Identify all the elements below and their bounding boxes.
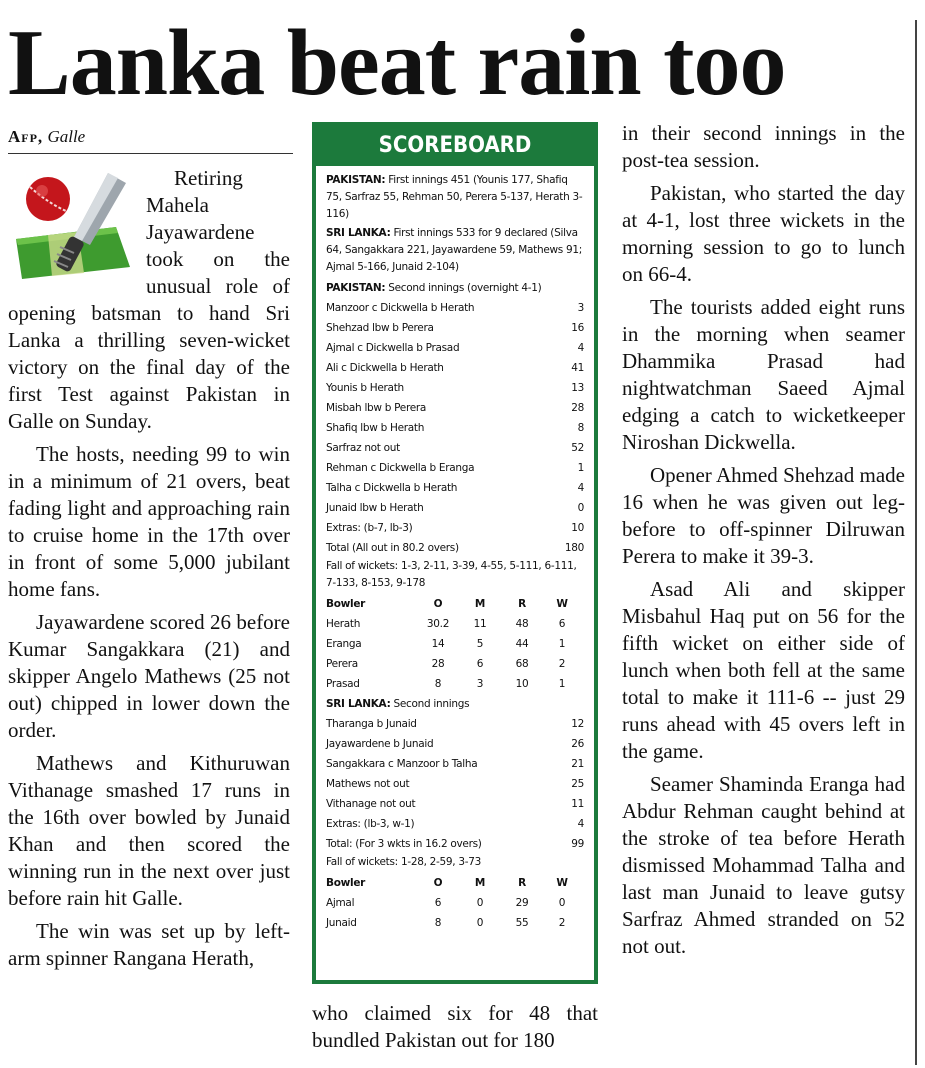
batting-row xyxy=(326,418,584,438)
bowling-cell: 1 xyxy=(558,678,566,690)
article-paragraph: Mathews and Kithuruwan Vithanage smashed 17 runs in the 16th over bowled by Junaid Khan and then scored the winning run in the next over just before rain hit Galle. xyxy=(8,751,290,910)
byline xyxy=(8,126,293,154)
bowling-cell: 55 xyxy=(515,917,529,929)
bowling-cell: 14 xyxy=(431,638,445,650)
runs-value: 180 xyxy=(564,542,584,554)
pakistan-batting-list xyxy=(326,298,584,558)
article-paragraph: Opener Ahmed Shehzad made 16 when he was given out leg-before to off-spinner Dilruwan Perera to make it 39-3. xyxy=(622,463,905,568)
batsman-entry: Vithanage not out xyxy=(326,798,416,810)
innings-summary: First innings 451 (Younis 177, Shafiq 75, Sarfraz 55, Rehman 50, Perera 5-137, Herath 3-116) xyxy=(326,174,583,220)
batsman-entry: Shafiq lbw b Herath xyxy=(326,422,425,434)
byline-agency: Afp, xyxy=(8,127,44,146)
runs-value: 12 xyxy=(571,718,584,730)
srilanka-fall-of-wickets: Fall of wickets: 1-28, 2-59, 3-73 xyxy=(326,856,481,868)
runs-value: 13 xyxy=(571,382,584,394)
batsman-entry: Junaid lbw b Herath xyxy=(326,502,424,514)
article-paragraph: Pakistan, who started the day at 4-1, lost three wickets in the morning session to go to lunch on 66-4. xyxy=(622,181,905,286)
bowling-row xyxy=(326,634,584,654)
batsman-entry: Total (All out in 80.2 overs) xyxy=(326,542,459,554)
batsman-entry: Talha c Dickwella b Herath xyxy=(326,482,458,494)
batsman-entry: Jayawardene b Junaid xyxy=(326,738,434,750)
bowling-cell: Junaid xyxy=(326,917,357,929)
bowling-header-row xyxy=(326,594,584,614)
runs-value: 1 xyxy=(577,462,584,474)
article-paragraph: who claimed six for 48 that bundled Pakistan out for 180 xyxy=(312,1001,598,1052)
pakistan-first-innings xyxy=(326,172,584,223)
batting-row xyxy=(326,814,584,834)
bowling-cell: 8 xyxy=(434,917,442,929)
batsman-entry: Misbah lbw b Perera xyxy=(326,402,427,414)
batsman-entry: Extras: (lb-3, w-1) xyxy=(326,818,415,830)
runs-value: 99 xyxy=(571,838,584,850)
batting-row xyxy=(326,478,584,498)
bowling-cell: 11 xyxy=(473,618,487,630)
batsman-entry: Shehzad lbw b Perera xyxy=(326,322,434,334)
bowling-row xyxy=(326,893,584,913)
srilanka-batting-list xyxy=(326,714,584,854)
bowling-cell: 0 xyxy=(476,917,484,929)
runs-value: 3 xyxy=(577,302,584,314)
bowling-header-cell: W xyxy=(556,598,568,610)
column-rule xyxy=(915,20,917,1065)
batsman-entry: Ajmal c Dickwella b Prasad xyxy=(326,342,460,354)
team-label: SRI LANKA: xyxy=(326,227,391,239)
bowling-row xyxy=(326,614,584,634)
batting-row xyxy=(326,714,584,734)
bowling-cell: Eranga xyxy=(326,638,362,650)
bowling-cell: 5 xyxy=(476,638,484,650)
article-paragraph: Asad Ali and skipper Misbahul Haq put on 56 for the fifth wicket on either side of lunch when both fell at the same total to make it 111-6 -- just 29 runs ahead with 45 overs left in the game. xyxy=(622,577,905,763)
batting-row xyxy=(326,774,584,794)
team-label: SRI LANKA: xyxy=(326,698,391,710)
bowling-cell: 30.2 xyxy=(426,618,450,630)
runs-value: 28 xyxy=(571,402,584,414)
bowling-cell: 2 xyxy=(558,917,566,929)
batting-row xyxy=(326,318,584,338)
cricket-ball-bat-icon xyxy=(8,169,138,289)
article-paragraph: in their second innings in the post-tea session. xyxy=(622,121,905,172)
bowling-cell: Prasad xyxy=(326,678,360,690)
bowling-cell: 6 xyxy=(476,658,484,670)
article-paragraph: Retiring Mahela Jayawardene took on the unusual role of opening batsman to hand Sri Lanka a thrilling seven-wicket victory on the final day of the first Test against Pakistan in Galle on Sunday. xyxy=(8,166,290,433)
bowling-cell: 68 xyxy=(515,658,529,670)
bowling-cell: 10 xyxy=(515,678,529,690)
bowling-cell: 0 xyxy=(476,897,484,909)
batsman-entry: Total: (For 3 wkts in 16.2 overs) xyxy=(326,838,482,850)
article-paragraph: Jayawardene scored 26 before Kumar Sangakkara (21) and skipper Angelo Mathews (25 not out) chipped in lower down the order. xyxy=(8,610,290,742)
bowling-header-cell: W xyxy=(556,877,568,889)
runs-value: 41 xyxy=(571,362,584,374)
article-paragraph: The tourists added eight runs in the morning when seamer Dhammika Prasad had nightwatchman Saeed Ajmal edging a catch to wicketkeeper Niroshan Dickwella. xyxy=(622,295,905,454)
article-column-1 xyxy=(8,165,290,978)
runs-value: 25 xyxy=(571,778,584,790)
article-column-3 xyxy=(622,120,905,966)
batsman-entry: Rehman c Dickwella b Eranga xyxy=(326,462,475,474)
batting-row xyxy=(326,378,584,398)
bowling-cell: 6 xyxy=(434,897,442,909)
bowling-cell: Perera xyxy=(326,658,358,670)
runs-value: 11 xyxy=(571,798,584,810)
runs-value: 4 xyxy=(577,818,584,830)
pakistan-second-innings-header xyxy=(326,278,584,298)
innings-summary: Second innings (overnight 4-1) xyxy=(388,282,542,294)
bowling-row xyxy=(326,654,584,674)
bowling-header-cell: M xyxy=(474,877,486,889)
runs-value: 52 xyxy=(571,442,584,454)
scoreboard-box xyxy=(312,122,598,984)
batting-row xyxy=(326,794,584,814)
runs-value: 0 xyxy=(577,502,584,514)
batting-row xyxy=(326,358,584,378)
article-paragraph: The hosts, needing 99 to win in a minimum of 21 overs, beat fading light and approaching rain to cruise home in the 17th over in front of some 5,000 jubilant home fans. xyxy=(8,442,290,601)
headline: Lanka beat rain too xyxy=(8,11,786,115)
batting-row xyxy=(326,834,584,854)
bowling-cell: Ajmal xyxy=(326,897,355,909)
bowling-row xyxy=(326,913,584,933)
batting-row xyxy=(326,518,584,538)
team-label: PAKISTAN: xyxy=(326,174,386,186)
batting-row xyxy=(326,298,584,318)
bowling-header-cell: O xyxy=(433,877,443,889)
bowling-cell: 6 xyxy=(558,618,566,630)
runs-value: 4 xyxy=(577,482,584,494)
article-paragraph: The win was set up by left-arm spinner Rangana Herath, xyxy=(8,919,290,970)
batsman-entry: Extras: (b-7, lb-3) xyxy=(326,522,413,534)
runs-value: 26 xyxy=(571,738,584,750)
bowling-cell: 28 xyxy=(431,658,445,670)
batsman-entry: Ali c Dickwella b Herath xyxy=(326,362,444,374)
byline-place: Galle xyxy=(47,127,86,146)
innings-summary: First innings 533 for 9 declared (Silva 64, Sangakkara 221, Jayawardene 59, Mathews 91; Ajmal 5-166, Junaid 2-104) xyxy=(326,227,582,273)
batsman-entry: Tharanga b Junaid xyxy=(326,718,417,730)
bowling-cell: 3 xyxy=(476,678,484,690)
batsman-entry: Sarfraz not out xyxy=(326,442,400,454)
runs-value: 8 xyxy=(577,422,584,434)
pakistan-bowling-table xyxy=(326,594,584,694)
article-paragraph: Seamer Shaminda Eranga had Abdur Rehman caught behind at the stroke of tea before Herath dismissed Mohammad Talha and last man Junaid to leave gutsy Sarfraz Ahmed stranded on 52 not out. xyxy=(622,772,905,958)
bowling-cell: 1 xyxy=(558,638,566,650)
bowling-cell: 8 xyxy=(434,678,442,690)
bowling-header-cell: R xyxy=(518,877,526,889)
bowling-header-cell: Bowler xyxy=(326,877,366,889)
batting-row xyxy=(326,458,584,478)
batsman-entry: Sangakkara c Manzoor b Talha xyxy=(326,758,478,770)
bowling-cell: 0 xyxy=(558,897,566,909)
bowling-header-cell: R xyxy=(518,598,526,610)
batting-row xyxy=(326,538,584,558)
bowling-cell: 2 xyxy=(558,658,566,670)
runs-value: 4 xyxy=(577,342,584,354)
batting-row xyxy=(326,398,584,418)
bowling-header-cell: O xyxy=(433,598,443,610)
batting-row xyxy=(326,338,584,358)
bowling-cell: 29 xyxy=(515,897,529,909)
bowling-header-cell: M xyxy=(474,598,486,610)
batsman-entry: Younis b Herath xyxy=(326,382,404,394)
runs-value: 10 xyxy=(571,522,584,534)
bowling-cell: 48 xyxy=(515,618,529,630)
batsman-entry: Manzoor c Dickwella b Herath xyxy=(326,302,475,314)
bowling-cell: Herath xyxy=(326,618,361,630)
scoreboard-title: SCOREBOARD xyxy=(316,126,594,166)
runs-value: 16 xyxy=(571,322,584,334)
bowling-header-row xyxy=(326,873,584,893)
srilanka-bowling-table xyxy=(326,873,584,933)
article-column-2 xyxy=(312,1000,598,1060)
team-label: PAKISTAN: xyxy=(326,282,386,294)
innings-summary: Second innings xyxy=(393,698,470,710)
bowling-row xyxy=(326,674,584,694)
batting-row xyxy=(326,734,584,754)
srilanka-first-innings xyxy=(326,225,584,276)
bowling-cell: 44 xyxy=(515,638,529,650)
runs-value: 21 xyxy=(571,758,584,770)
batsman-entry: Mathews not out xyxy=(326,778,410,790)
batting-row xyxy=(326,438,584,458)
pakistan-fall-of-wickets: Fall of wickets: 1-3, 2-11, 3-39, 4-55, 5-111, 6-111, 7-133, 8-153, 9-178 xyxy=(326,560,577,589)
batting-row xyxy=(326,498,584,518)
batting-row xyxy=(326,754,584,774)
srilanka-second-innings-header xyxy=(326,694,584,714)
bowling-header-cell: Bowler xyxy=(326,598,366,610)
